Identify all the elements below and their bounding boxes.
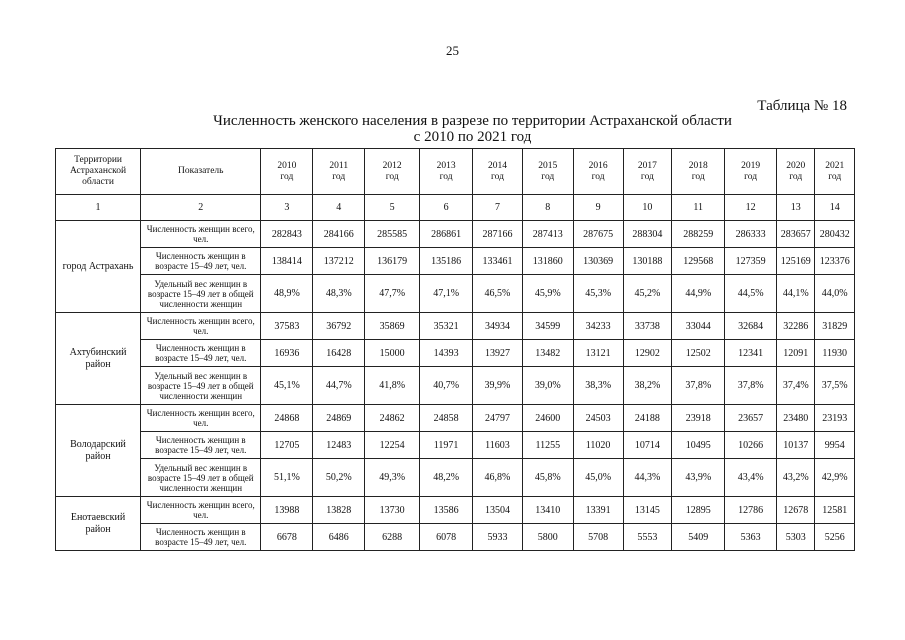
column-number: 8	[522, 195, 573, 221]
header-year	[815, 149, 855, 195]
value-cell: 44,1%	[777, 275, 815, 313]
column-number: 3	[261, 195, 313, 221]
value-cell: 138414	[261, 248, 313, 275]
year-label: 2017	[637, 160, 657, 171]
table-row	[56, 275, 855, 313]
value-cell: 37583	[261, 313, 313, 340]
population-table	[55, 148, 855, 551]
value-cell: 32286	[777, 313, 815, 340]
value-cell: 47,7%	[365, 275, 420, 313]
value-cell: 287413	[522, 221, 573, 248]
year-suffix: год	[385, 171, 399, 182]
value-cell: 9954	[815, 432, 855, 459]
value-cell: 37,5%	[815, 367, 855, 405]
value-cell: 10266	[725, 432, 777, 459]
value-cell: 13482	[522, 340, 573, 367]
value-cell: 282843	[261, 221, 313, 248]
value-cell: 11020	[573, 432, 623, 459]
value-cell: 129568	[672, 248, 725, 275]
year-label: 2014	[487, 160, 507, 171]
header-year	[365, 149, 420, 195]
column-number: 2	[141, 195, 261, 221]
year-suffix: год	[439, 171, 453, 182]
year-label: 2021	[825, 160, 845, 171]
title-line-2: с 2010 по 2021 год	[413, 129, 532, 145]
value-cell: 5553	[623, 524, 672, 551]
indicator-cell: Удельный вес женщин в возрасте 15–49 лет в общей численности женщин	[141, 275, 261, 313]
year-label: 2010	[277, 160, 297, 171]
header-year	[623, 149, 672, 195]
column-number: 6	[420, 195, 473, 221]
value-cell: 45,8%	[522, 459, 573, 497]
table-row	[56, 340, 855, 367]
value-cell: 6078	[420, 524, 473, 551]
value-cell: 5708	[573, 524, 623, 551]
value-cell: 24600	[522, 405, 573, 432]
value-cell: 49,3%	[365, 459, 420, 497]
year-label: 2018	[688, 160, 708, 171]
value-cell: 13586	[420, 497, 473, 524]
header-row	[56, 149, 855, 195]
value-cell: 48,3%	[313, 275, 365, 313]
value-cell: 12895	[672, 497, 725, 524]
value-cell: 11930	[815, 340, 855, 367]
column-number: 9	[573, 195, 623, 221]
value-cell: 37,8%	[672, 367, 725, 405]
table-row	[56, 524, 855, 551]
value-cell: 24797	[473, 405, 523, 432]
value-cell: 6288	[365, 524, 420, 551]
year-suffix: год	[789, 171, 803, 182]
value-cell: 46,5%	[473, 275, 523, 313]
title-line-1: Численность женского населения в разрезе по территории Астраханской области	[213, 113, 732, 129]
value-cell: 14393	[420, 340, 473, 367]
value-cell: 16936	[261, 340, 313, 367]
value-cell: 5800	[522, 524, 573, 551]
value-cell: 36792	[313, 313, 365, 340]
value-cell: 13927	[473, 340, 523, 367]
year-suffix: год	[332, 171, 346, 182]
value-cell: 48,9%	[261, 275, 313, 313]
value-cell: 23193	[815, 405, 855, 432]
value-cell: 24188	[623, 405, 672, 432]
value-cell: 45,0%	[573, 459, 623, 497]
value-cell: 5363	[725, 524, 777, 551]
value-cell: 10137	[777, 432, 815, 459]
indicator-cell: Численность женщин в возрасте 15–49 лет, чел.	[141, 340, 261, 367]
value-cell: 24858	[420, 405, 473, 432]
value-cell: 24503	[573, 405, 623, 432]
year-label: 2013	[436, 160, 456, 171]
value-cell: 287166	[473, 221, 523, 248]
value-cell: 136179	[365, 248, 420, 275]
value-cell: 51,1%	[261, 459, 313, 497]
value-cell: 23657	[725, 405, 777, 432]
value-cell: 24868	[261, 405, 313, 432]
value-cell: 13145	[623, 497, 672, 524]
table-label: Таблица № 18	[757, 98, 847, 114]
value-cell: 10714	[623, 432, 672, 459]
column-number: 12	[725, 195, 777, 221]
indicator-cell: Численность женщин в возрасте 15–49 лет, чел.	[141, 248, 261, 275]
table-row	[56, 459, 855, 497]
value-cell: 130369	[573, 248, 623, 275]
territory-cell: Володарский район	[56, 405, 141, 497]
year-label: 2015	[538, 160, 558, 171]
value-cell: 13730	[365, 497, 420, 524]
indicator-cell: Численность женщин в возрасте 15–49 лет, чел.	[141, 524, 261, 551]
year-label: 2016	[588, 160, 608, 171]
value-cell: 43,2%	[777, 459, 815, 497]
value-cell: 283657	[777, 221, 815, 248]
value-cell: 45,3%	[573, 275, 623, 313]
table-row	[56, 313, 855, 340]
value-cell: 285585	[365, 221, 420, 248]
value-cell: 12254	[365, 432, 420, 459]
table-row	[56, 405, 855, 432]
value-cell: 45,2%	[623, 275, 672, 313]
value-cell: 11971	[420, 432, 473, 459]
year-suffix: год	[541, 171, 555, 182]
value-cell: 23480	[777, 405, 815, 432]
value-cell: 13410	[522, 497, 573, 524]
value-cell: 24869	[313, 405, 365, 432]
value-cell: 12502	[672, 340, 725, 367]
indicator-cell: Численность женщин всего, чел.	[141, 313, 261, 340]
indicator-cell: Численность женщин всего, чел.	[141, 497, 261, 524]
page-number: 25	[446, 43, 459, 58]
header-year	[777, 149, 815, 195]
value-cell: 287675	[573, 221, 623, 248]
value-cell: 33044	[672, 313, 725, 340]
column-number: 10	[623, 195, 672, 221]
indicator-cell: Удельный вес женщин в возрасте 15–49 лет в общей численности женщин	[141, 459, 261, 497]
value-cell: 16428	[313, 340, 365, 367]
value-cell: 31829	[815, 313, 855, 340]
value-cell: 10495	[672, 432, 725, 459]
value-cell: 47,1%	[420, 275, 473, 313]
territory-cell: город Астрахань	[56, 221, 141, 313]
value-cell: 284166	[313, 221, 365, 248]
value-cell: 44,3%	[623, 459, 672, 497]
year-label: 2011	[329, 160, 349, 171]
value-cell: 39,9%	[473, 367, 523, 405]
table-row	[56, 221, 855, 248]
value-cell: 33738	[623, 313, 672, 340]
header-year	[313, 149, 365, 195]
value-cell: 44,0%	[815, 275, 855, 313]
value-cell: 286333	[725, 221, 777, 248]
value-cell: 44,5%	[725, 275, 777, 313]
value-cell: 123376	[815, 248, 855, 275]
value-cell: 13504	[473, 497, 523, 524]
value-cell: 11255	[522, 432, 573, 459]
value-cell: 12091	[777, 340, 815, 367]
value-cell: 127359	[725, 248, 777, 275]
value-cell: 24862	[365, 405, 420, 432]
value-cell: 39,0%	[522, 367, 573, 405]
value-cell: 43,4%	[725, 459, 777, 497]
value-cell: 43,9%	[672, 459, 725, 497]
value-cell: 34233	[573, 313, 623, 340]
column-number: 14	[815, 195, 855, 221]
value-cell: 130188	[623, 248, 672, 275]
value-cell: 35869	[365, 313, 420, 340]
column-number: 11	[672, 195, 725, 221]
indicator-cell: Численность женщин всего, чел.	[141, 221, 261, 248]
value-cell: 46,8%	[473, 459, 523, 497]
value-cell: 44,7%	[313, 367, 365, 405]
year-suffix: год	[640, 171, 654, 182]
header-year	[522, 149, 573, 195]
value-cell: 38,2%	[623, 367, 672, 405]
value-cell: 12902	[623, 340, 672, 367]
value-cell: 37,8%	[725, 367, 777, 405]
indicator-cell: Численность женщин в возрасте 15–49 лет, чел.	[141, 432, 261, 459]
table-row	[56, 248, 855, 275]
value-cell: 15000	[365, 340, 420, 367]
year-label: 2020	[786, 160, 806, 171]
year-suffix: год	[280, 171, 294, 182]
year-suffix: год	[591, 171, 605, 182]
value-cell: 5256	[815, 524, 855, 551]
year-suffix: год	[691, 171, 705, 182]
value-cell: 48,2%	[420, 459, 473, 497]
value-cell: 12786	[725, 497, 777, 524]
value-cell: 12341	[725, 340, 777, 367]
value-cell: 5409	[672, 524, 725, 551]
value-cell: 32684	[725, 313, 777, 340]
header-year	[420, 149, 473, 195]
value-cell: 135186	[420, 248, 473, 275]
value-cell: 12705	[261, 432, 313, 459]
territory-cell: Ахтубинский район	[56, 313, 141, 405]
value-cell: 34934	[473, 313, 523, 340]
year-suffix: год	[490, 171, 504, 182]
header-year	[672, 149, 725, 195]
value-cell: 131860	[522, 248, 573, 275]
header-indicator: Показатель	[141, 149, 261, 195]
table-row	[56, 367, 855, 405]
indicator-cell: Удельный вес женщин в возрасте 15–49 лет в общей численности женщин	[141, 367, 261, 405]
column-number: 5	[365, 195, 420, 221]
value-cell: 288304	[623, 221, 672, 248]
value-cell: 35321	[420, 313, 473, 340]
value-cell: 12678	[777, 497, 815, 524]
header-year	[261, 149, 313, 195]
year-label: 2019	[741, 160, 761, 171]
table-title	[0, 113, 905, 145]
value-cell: 41,8%	[365, 367, 420, 405]
value-cell: 12483	[313, 432, 365, 459]
value-cell: 50,2%	[313, 459, 365, 497]
column-number: 13	[777, 195, 815, 221]
value-cell: 13988	[261, 497, 313, 524]
header-territory: Территории Астраханской области	[56, 149, 141, 195]
column-number-row	[56, 195, 855, 221]
value-cell: 44,9%	[672, 275, 725, 313]
value-cell: 42,9%	[815, 459, 855, 497]
value-cell: 11603	[473, 432, 523, 459]
value-cell: 12581	[815, 497, 855, 524]
value-cell: 6486	[313, 524, 365, 551]
value-cell: 6678	[261, 524, 313, 551]
value-cell: 13391	[573, 497, 623, 524]
header-year	[725, 149, 777, 195]
header-year	[573, 149, 623, 195]
value-cell: 23918	[672, 405, 725, 432]
table-row	[56, 432, 855, 459]
value-cell: 38,3%	[573, 367, 623, 405]
value-cell: 34599	[522, 313, 573, 340]
column-number: 7	[473, 195, 523, 221]
value-cell: 13828	[313, 497, 365, 524]
territory-cell: Енотаевский район	[56, 497, 141, 551]
value-cell: 45,9%	[522, 275, 573, 313]
indicator-cell: Численность женщин всего, чел.	[141, 405, 261, 432]
table-row	[56, 497, 855, 524]
value-cell: 5933	[473, 524, 523, 551]
value-cell: 137212	[313, 248, 365, 275]
value-cell: 280432	[815, 221, 855, 248]
column-number: 1	[56, 195, 141, 221]
value-cell: 13121	[573, 340, 623, 367]
value-cell: 133461	[473, 248, 523, 275]
header-year	[473, 149, 523, 195]
value-cell: 37,4%	[777, 367, 815, 405]
value-cell: 40,7%	[420, 367, 473, 405]
year-suffix: год	[828, 171, 842, 182]
value-cell: 45,1%	[261, 367, 313, 405]
value-cell: 286861	[420, 221, 473, 248]
value-cell: 125169	[777, 248, 815, 275]
year-suffix: год	[744, 171, 758, 182]
value-cell: 288259	[672, 221, 725, 248]
column-number: 4	[313, 195, 365, 221]
year-label: 2012	[382, 160, 402, 171]
value-cell: 5303	[777, 524, 815, 551]
